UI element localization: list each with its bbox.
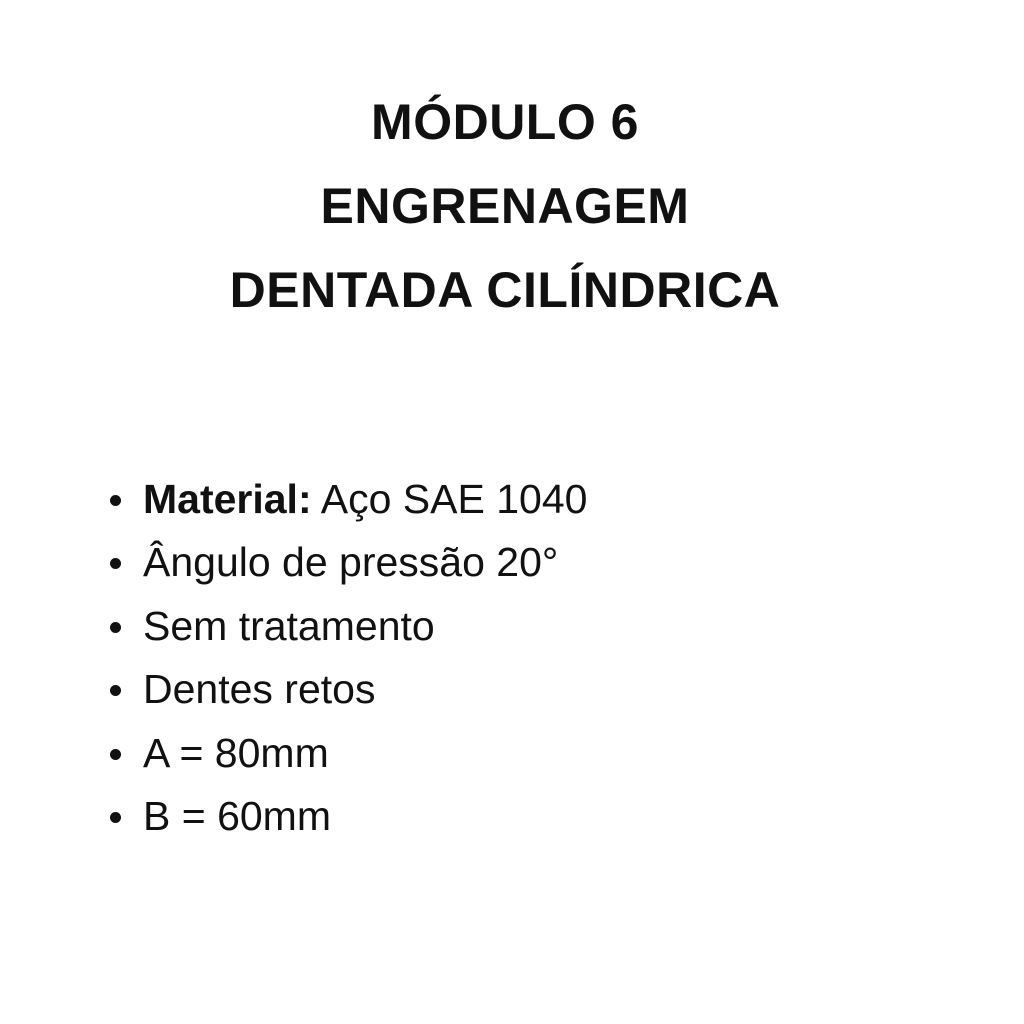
- spec-item-pressure-angle: [108, 531, 587, 594]
- spec-text-teeth: Dentes retos: [143, 666, 376, 713]
- spec-value-material: Aço SAE 1040: [311, 476, 588, 522]
- title-line-module: MÓDULO 6: [371, 94, 639, 150]
- title-line-gear: ENGRENAGEM: [320, 178, 690, 234]
- bullet-icon: [110, 685, 121, 696]
- spec-list: [108, 468, 587, 848]
- spec-item-dimension-a: [108, 722, 587, 785]
- spec-item-dimension-b: [108, 785, 587, 848]
- bullet-icon: [110, 495, 121, 506]
- spec-text-pressure-angle: Ângulo de pressão 20°: [143, 539, 559, 586]
- bullet-icon: [110, 812, 121, 823]
- spec-item-material: [108, 468, 587, 531]
- spec-item-teeth: [108, 658, 587, 721]
- spec-text-dimension-a: A = 80mm: [143, 729, 329, 776]
- spec-item-treatment: [108, 595, 587, 658]
- title-line-type: DENTADA CILÍNDRICA: [229, 262, 781, 318]
- bullet-icon: [110, 622, 121, 633]
- bullet-icon: [110, 558, 121, 569]
- spec-text-dimension-b: B = 60mm: [143, 793, 331, 840]
- spec-label-material: Material:: [143, 476, 312, 522]
- page-title: [0, 80, 1010, 332]
- bullet-icon: [110, 749, 121, 760]
- spec-text-treatment: Sem tratamento: [143, 602, 435, 649]
